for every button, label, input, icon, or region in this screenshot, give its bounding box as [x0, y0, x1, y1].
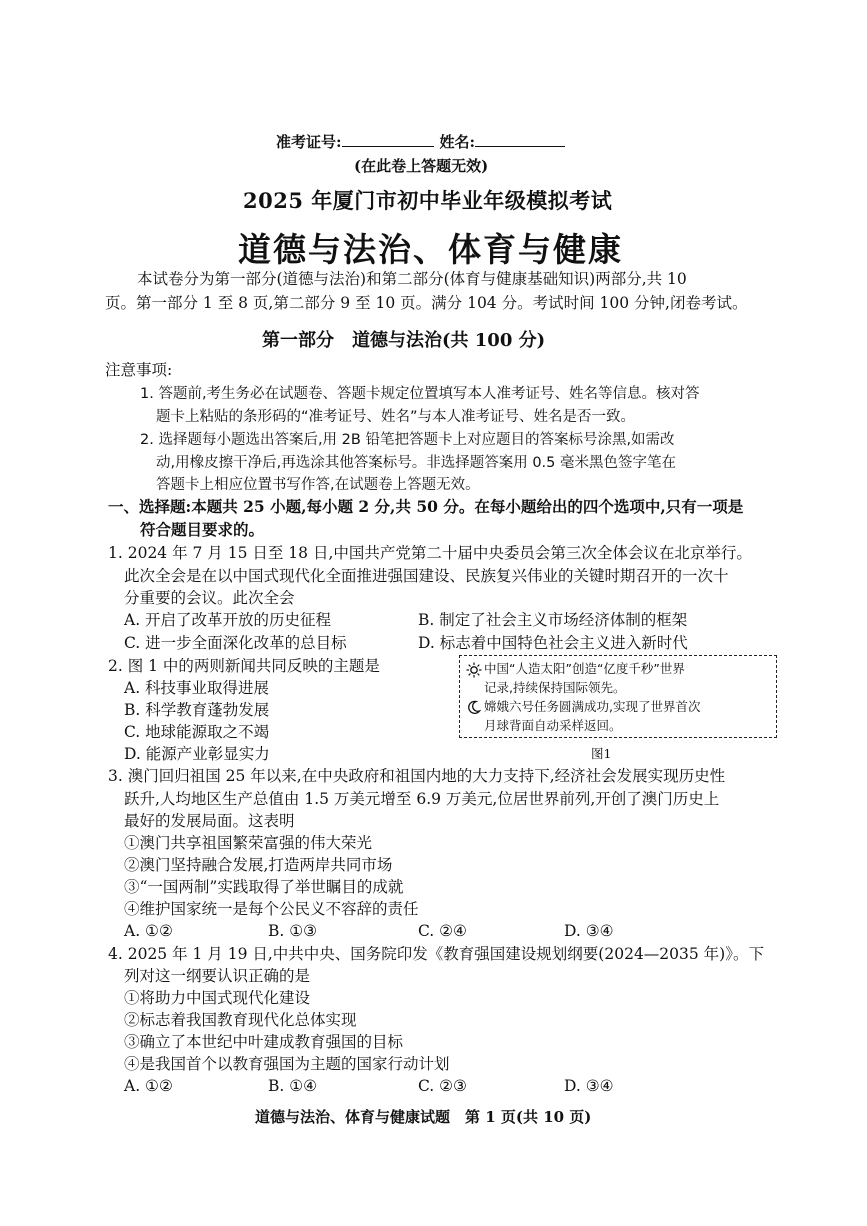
- q3-option-c: C. ②④: [418, 922, 467, 940]
- q1-option-d: D. 标志着中国特色社会主义进入新时代: [418, 634, 688, 652]
- q4-stem-line-2: 列对这一纲要认识正确的是: [124, 967, 311, 985]
- sun-icon: [466, 662, 482, 682]
- q4-statement-1: ①将助力中国式现代化建设: [124, 989, 311, 1007]
- q2-option-a: A. 科技事业取得进展: [124, 679, 270, 697]
- section1-line-1: 一、选择题:本题共 25 小题,每小题 2 分,共 50 分。在每小题给出的四个选项中,只有一项是: [108, 497, 744, 516]
- q1-stem-line-2: 此次全会是在以中国式现代化全面推进强国建设、民族复兴伟业的关键时期召开的一次十: [124, 567, 729, 585]
- q1-option-a: A. 开启了改革开放的历史征程: [124, 611, 332, 629]
- notice-item-1-line-2: 题卡上粘贴的条形码的“准考证号、姓名”与本人准考证号、姓名是否一致。: [156, 409, 636, 425]
- q1-stem-line-1: 1. 2024 年 7 月 15 日至 18 日,中国共产党第二十届中央委员会第三次全体会议在北京举行。: [108, 544, 752, 562]
- intro-line-1: 本试卷分为第一部分(道德与法治)和第二部分(体育与健康基础知识)两部分,共 10: [137, 270, 687, 288]
- q4-statement-3: ③确立了本世纪中叶建成教育强国的目标: [124, 1033, 404, 1051]
- page-footer: 道德与法治、体育与健康试题 第 1 页(共 10 页): [255, 1108, 592, 1126]
- name-blank: [475, 132, 565, 147]
- q4-stem-line-1: 4. 2025 年 1 月 19 日,中共中央、国务院印发《教育强国建设规划纲要(2024—2035 年)》。下: [108, 945, 764, 963]
- q2-option-d: D. 能源产业彰显实力: [124, 745, 270, 763]
- exam-title: 2025 年厦门市初中毕业年级模拟考试: [243, 188, 613, 213]
- figure-1-box: [459, 655, 777, 738]
- part1-title: 第一部分 道德与法治(共 100 分): [262, 330, 546, 351]
- exam-number-blank: [342, 132, 434, 147]
- q4-statement-2: ②标志着我国教育现代化总体实现: [124, 1011, 357, 1029]
- notice-item-2-line-2: 动,用橡皮擦干净后,再选涂其他答案标号。非选择题答案用 0.5 毫米黑色签字笔在: [156, 455, 676, 471]
- notice-heading: 注意事项:: [105, 361, 173, 379]
- subject-title: 道德与法治、体育与健康: [238, 230, 623, 269]
- q3-stem-line-3: 最好的发展局面。这表明: [124, 812, 295, 830]
- notice-item-2-line-3: 答题卡上相应位置书写作答,在试题卷上答题无效。: [156, 477, 480, 493]
- q3-statement-2: ②澳门坚持融合发展,打造两岸共同市场: [124, 856, 393, 874]
- q3-statement-1: ①澳门共享祖国繁荣富强的伟大荣光: [124, 834, 373, 852]
- fig-news-1-line-1: 中国“人造太阳”创造“亿度千秒”世界: [484, 661, 685, 676]
- name-label: 姓名:: [439, 133, 476, 151]
- fig-news-1-line-2: 记录,持续保持国际领先。: [484, 680, 626, 695]
- q1-option-b: B. 制定了社会主义市场经济体制的框架: [418, 611, 688, 629]
- q4-option-b: B. ①④: [268, 1077, 318, 1095]
- invalid-note: (在此卷上答题无效): [354, 157, 489, 175]
- q1-option-c: C. 进一步全面深化改革的总目标: [124, 634, 347, 652]
- moon-icon: [466, 700, 481, 719]
- q4-option-a: A. ①②: [124, 1077, 173, 1095]
- intro-line-2: 页。第一部分 1 至 8 页,第二部分 9 至 10 页。满分 104 分。考试时间 100 分钟,闭卷考试。: [105, 294, 748, 312]
- q2-option-c: C. 地球能源取之不竭: [124, 723, 270, 741]
- q2-option-b: B. 科学教育蓬勃发展: [124, 701, 270, 719]
- fig-news-2-line-2: 月球背面自动采样返回。: [484, 718, 622, 733]
- q4-option-c: C. ②③: [418, 1077, 467, 1095]
- exam-number-label: 准考证号:: [276, 133, 342, 151]
- q3-statement-3: ③“一国两制”实践取得了举世瞩目的成就: [124, 878, 404, 896]
- q3-option-d: D. ③④: [564, 922, 614, 940]
- q4-option-d: D. ③④: [564, 1077, 614, 1095]
- q3-option-a: A. ①②: [124, 922, 173, 940]
- notice-item-1-line-1: 1. 答题前,考生务必在试题卷、答题卡规定位置填写本人准考证号、姓名等信息。核对答: [140, 386, 700, 402]
- notice-item-2-line-1: 2. 选择题每小题选出答案后,用 2B 铅笔把答题卡上对应题目的答案标号涂黑,如需改: [140, 432, 675, 448]
- q4-statement-4: ④是我国首个以教育强国为主题的国家行动计划: [124, 1055, 450, 1073]
- q2-stem: 2. 图 1 中的两则新闻共同反映的主题是: [108, 657, 380, 675]
- section1-line-2: 符合题目要求的。: [140, 520, 265, 539]
- q3-option-b: B. ①③: [268, 922, 318, 940]
- q1-stem-line-3: 分重要的会议。此次全会: [124, 589, 295, 607]
- fig-news-2-line-1: 嫦娥六号任务圆满成功,实现了世界首次: [484, 699, 701, 714]
- candidate-info-line: [276, 131, 565, 152]
- q3-stem-line-2: 跃升,人均地区生产总值由 1.5 万美元增至 6.9 万美元,位居世界前列,开创了澳门历史上: [124, 790, 720, 808]
- q3-stem-line-1: 3. 澳门回归祖国 25 年以来,在中央政府和祖国内地的大力支持下,经济社会发展实现历史性: [108, 767, 726, 785]
- figure-1-caption: 图1: [591, 746, 612, 761]
- q3-statement-4: ④维护国家统一是每个公民义不容辞的责任: [124, 900, 419, 918]
